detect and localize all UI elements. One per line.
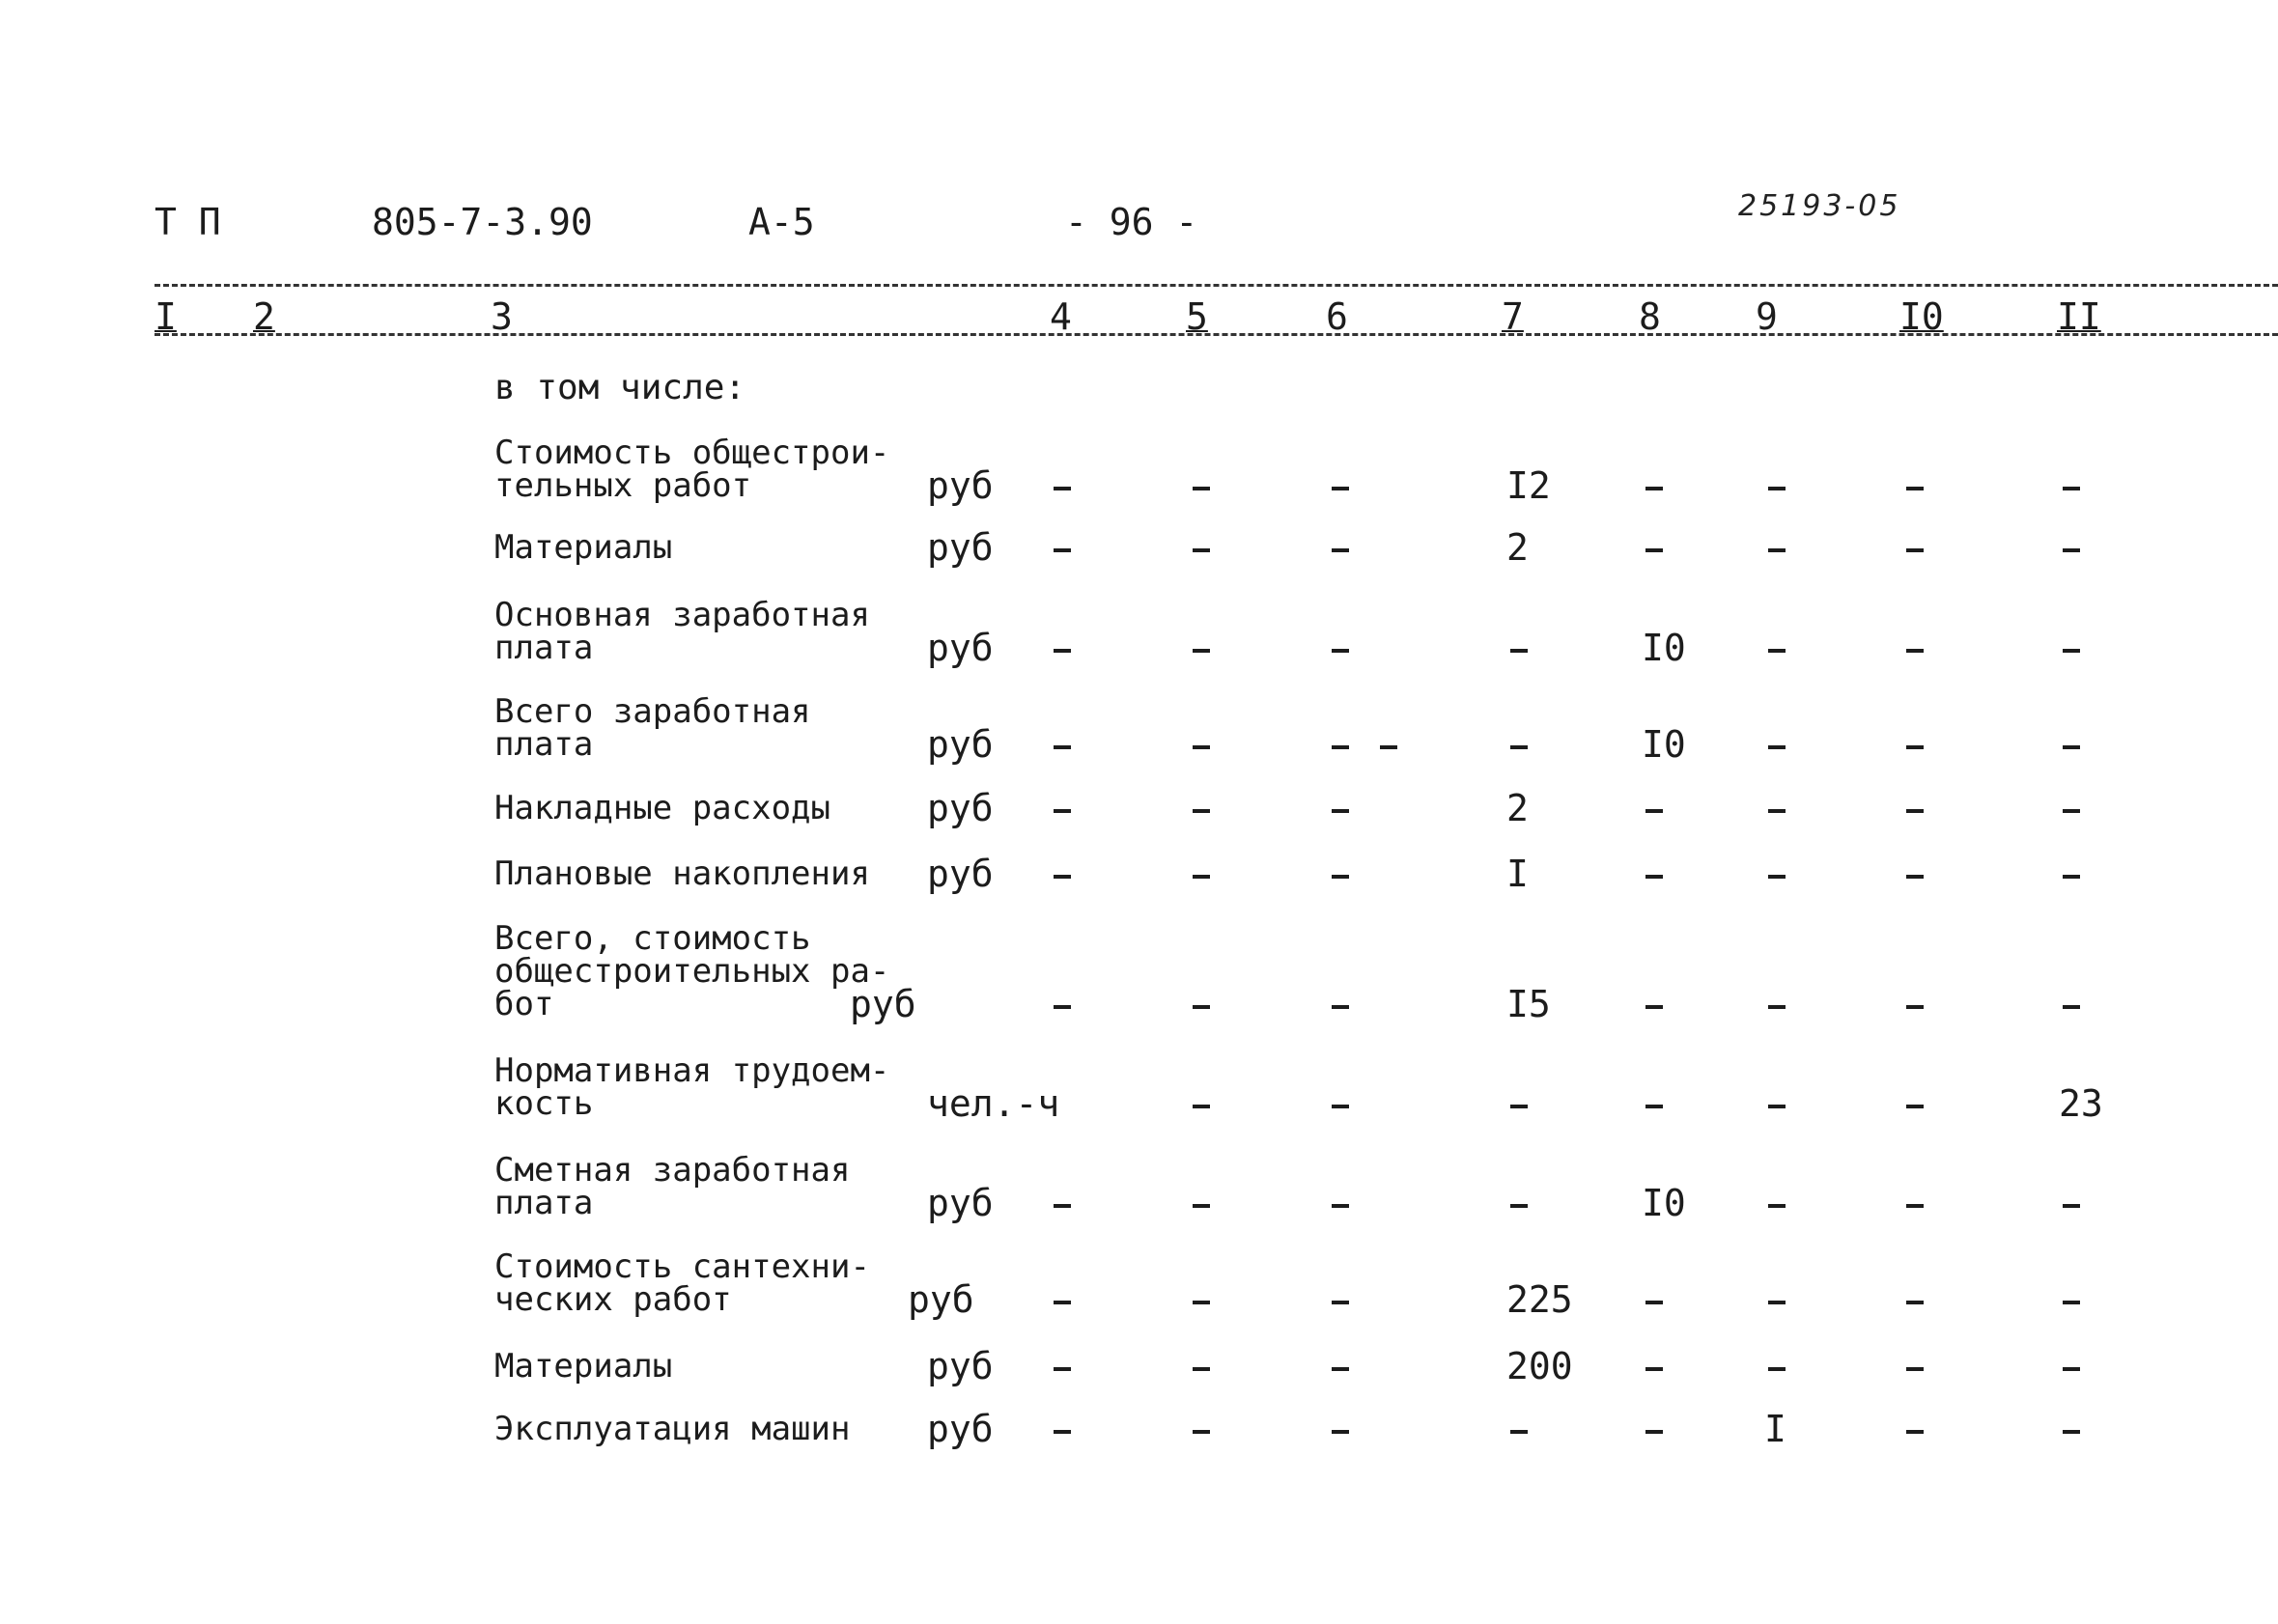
empty-cell-dash: [1510, 745, 1528, 749]
row-unit: руб: [927, 1182, 994, 1224]
cell-value: I0: [1642, 723, 1686, 766]
empty-cell-dash: [1645, 1430, 1663, 1434]
row-label: Плановые накопления: [494, 854, 870, 893]
row-unit: руб: [908, 1278, 974, 1321]
empty-cell-dash: [2063, 809, 2080, 813]
row-label: Материалы: [494, 528, 673, 567]
empty-cell-dash: [1332, 875, 1349, 879]
row-unit: руб: [927, 1345, 994, 1387]
column-number-rule: [155, 333, 2278, 336]
column-number: 4: [1050, 295, 1072, 338]
cell-value: I: [1506, 853, 1529, 895]
empty-cell-dash: [1193, 809, 1210, 813]
empty-cell-dash: [1510, 649, 1528, 653]
row-unit: руб: [850, 983, 916, 1025]
empty-cell-dash: [1645, 1005, 1663, 1009]
cell-value: 2: [1506, 526, 1529, 569]
row-label: плата: [494, 1184, 594, 1222]
row-label: Основная заработная: [494, 596, 870, 634]
row-label: ческих работ: [494, 1280, 732, 1319]
row-label: Накладные расходы: [494, 789, 830, 827]
empty-cell-dash: [1906, 1367, 1924, 1371]
empty-cell-dash: [1332, 1005, 1349, 1009]
column-number: 3: [491, 295, 513, 338]
empty-cell-dash: [2063, 875, 2080, 879]
column-number: 7: [1502, 295, 1524, 338]
row-label: Нормативная трудоем-: [494, 1051, 890, 1090]
series-code: Т П: [155, 201, 221, 243]
cell-value: 2: [1506, 787, 1529, 829]
empty-cell-dash: [1193, 1105, 1210, 1108]
intro-text: в том числе:: [494, 368, 746, 407]
empty-cell-dash: [1510, 1430, 1528, 1434]
column-number: I: [155, 295, 177, 338]
empty-cell-dash: [1193, 548, 1210, 552]
empty-cell-dash: [1332, 548, 1349, 552]
cell-value: I5: [1506, 983, 1551, 1025]
cell-value: 200: [1506, 1345, 1573, 1387]
empty-cell-dash: [1332, 1301, 1349, 1304]
page-number: - 96 -: [1065, 201, 1198, 243]
empty-cell-dash: [1054, 1430, 1071, 1434]
empty-cell-dash: [1645, 548, 1663, 552]
empty-cell-dash: [1645, 487, 1663, 490]
empty-cell-dash: [1380, 745, 1397, 749]
cell-value: I0: [1642, 1182, 1686, 1224]
row-label: плата: [494, 629, 594, 667]
row-label: Материалы: [494, 1347, 673, 1386]
empty-cell-dash: [1054, 1367, 1071, 1371]
empty-cell-dash: [2063, 487, 2080, 490]
row-label: Сметная заработная: [494, 1151, 851, 1190]
cell-value: I: [1764, 1408, 1786, 1450]
empty-cell-dash: [1906, 809, 1924, 813]
empty-cell-dash: [1054, 745, 1071, 749]
cell-value: 23: [2059, 1082, 2103, 1125]
document-number: 805-7-3.90: [372, 201, 593, 243]
empty-cell-dash: [1906, 1105, 1924, 1108]
header-rule: [155, 284, 2278, 287]
empty-cell-dash: [1054, 1005, 1071, 1009]
column-number: 5: [1186, 295, 1208, 338]
empty-cell-dash: [1906, 487, 1924, 490]
empty-cell-dash: [1193, 649, 1210, 653]
cell-value: 225: [1506, 1278, 1573, 1321]
empty-cell-dash: [1768, 1005, 1786, 1009]
empty-cell-dash: [1193, 745, 1210, 749]
column-number: I0: [1899, 295, 1944, 338]
empty-cell-dash: [1193, 1301, 1210, 1304]
row-label: Всего, стоимость: [494, 919, 811, 958]
empty-cell-dash: [1054, 649, 1071, 653]
empty-cell-dash: [1768, 809, 1786, 813]
row-label: плата: [494, 725, 594, 764]
row-unit: руб: [927, 526, 994, 569]
empty-cell-dash: [2063, 1204, 2080, 1208]
row-label: Эксплуатация машин: [494, 1410, 851, 1448]
album-code: А-5: [748, 201, 815, 243]
empty-cell-dash: [2063, 548, 2080, 552]
column-number: 2: [253, 295, 275, 338]
empty-cell-dash: [1645, 809, 1663, 813]
column-number: 8: [1639, 295, 1661, 338]
row-unit: руб: [927, 1408, 994, 1450]
empty-cell-dash: [1768, 548, 1786, 552]
empty-cell-dash: [1906, 649, 1924, 653]
empty-cell-dash: [1645, 875, 1663, 879]
empty-cell-dash: [1332, 809, 1349, 813]
empty-cell-dash: [1645, 1367, 1663, 1371]
row-unit: руб: [927, 723, 994, 766]
empty-cell-dash: [1332, 487, 1349, 490]
empty-cell-dash: [1645, 1105, 1663, 1108]
row-label: Стоимость сантехни-: [494, 1247, 870, 1286]
row-label: Всего заработная: [494, 692, 811, 731]
column-number: 6: [1326, 295, 1348, 338]
cell-value: I2: [1506, 464, 1551, 507]
row-label: тельных работ: [494, 466, 752, 505]
empty-cell-dash: [2063, 1301, 2080, 1304]
empty-cell-dash: [1906, 1430, 1924, 1434]
row-label: бот: [494, 985, 554, 1023]
row-unit: руб: [927, 853, 994, 895]
empty-cell-dash: [1193, 1367, 1210, 1371]
empty-cell-dash: [1054, 875, 1071, 879]
empty-cell-dash: [1332, 649, 1349, 653]
empty-cell-dash: [1193, 1204, 1210, 1208]
empty-cell-dash: [1906, 745, 1924, 749]
row-label: Стоимость общестрои-: [494, 434, 890, 472]
empty-cell-dash: [1768, 1204, 1786, 1208]
empty-cell-dash: [1906, 548, 1924, 552]
empty-cell-dash: [1193, 1430, 1210, 1434]
empty-cell-dash: [1054, 1301, 1071, 1304]
empty-cell-dash: [1332, 1367, 1349, 1371]
row-unit: руб: [927, 627, 994, 669]
empty-cell-dash: [1332, 1204, 1349, 1208]
empty-cell-dash: [1768, 1301, 1786, 1304]
empty-cell-dash: [2063, 745, 2080, 749]
row-unit: руб: [927, 787, 994, 829]
empty-cell-dash: [1193, 875, 1210, 879]
empty-cell-dash: [1510, 1105, 1528, 1108]
empty-cell-dash: [1906, 1005, 1924, 1009]
empty-cell-dash: [1510, 1204, 1528, 1208]
empty-cell-dash: [1054, 809, 1071, 813]
empty-cell-dash: [1768, 875, 1786, 879]
empty-cell-dash: [1332, 1430, 1349, 1434]
empty-cell-dash: [1768, 649, 1786, 653]
empty-cell-dash: [1906, 1301, 1924, 1304]
column-number: 9: [1756, 295, 1778, 338]
empty-cell-dash: [1645, 1301, 1663, 1304]
inventory-stamp: 25193-05: [1738, 189, 1901, 223]
row-unit: руб: [927, 464, 994, 507]
empty-cell-dash: [1193, 1005, 1210, 1009]
empty-cell-dash: [1906, 1204, 1924, 1208]
row-label: общестроительных ра-: [494, 952, 890, 991]
empty-cell-dash: [1768, 1367, 1786, 1371]
empty-cell-dash: [2063, 649, 2080, 653]
empty-cell-dash: [1193, 487, 1210, 490]
empty-cell-dash: [2063, 1430, 2080, 1434]
empty-cell-dash: [1332, 745, 1349, 749]
column-number: II: [2057, 295, 2101, 338]
cell-value: I0: [1642, 627, 1686, 669]
row-label: кость: [494, 1084, 594, 1123]
empty-cell-dash: [1768, 745, 1786, 749]
empty-cell-dash: [1768, 1105, 1786, 1108]
row-unit: чел.-ч: [927, 1082, 1060, 1125]
empty-cell-dash: [1332, 1105, 1349, 1108]
empty-cell-dash: [2063, 1367, 2080, 1371]
empty-cell-dash: [1054, 487, 1071, 490]
empty-cell-dash: [1054, 548, 1071, 552]
empty-cell-dash: [1768, 487, 1786, 490]
empty-cell-dash: [1906, 875, 1924, 879]
empty-cell-dash: [1054, 1204, 1071, 1208]
empty-cell-dash: [2063, 1005, 2080, 1009]
